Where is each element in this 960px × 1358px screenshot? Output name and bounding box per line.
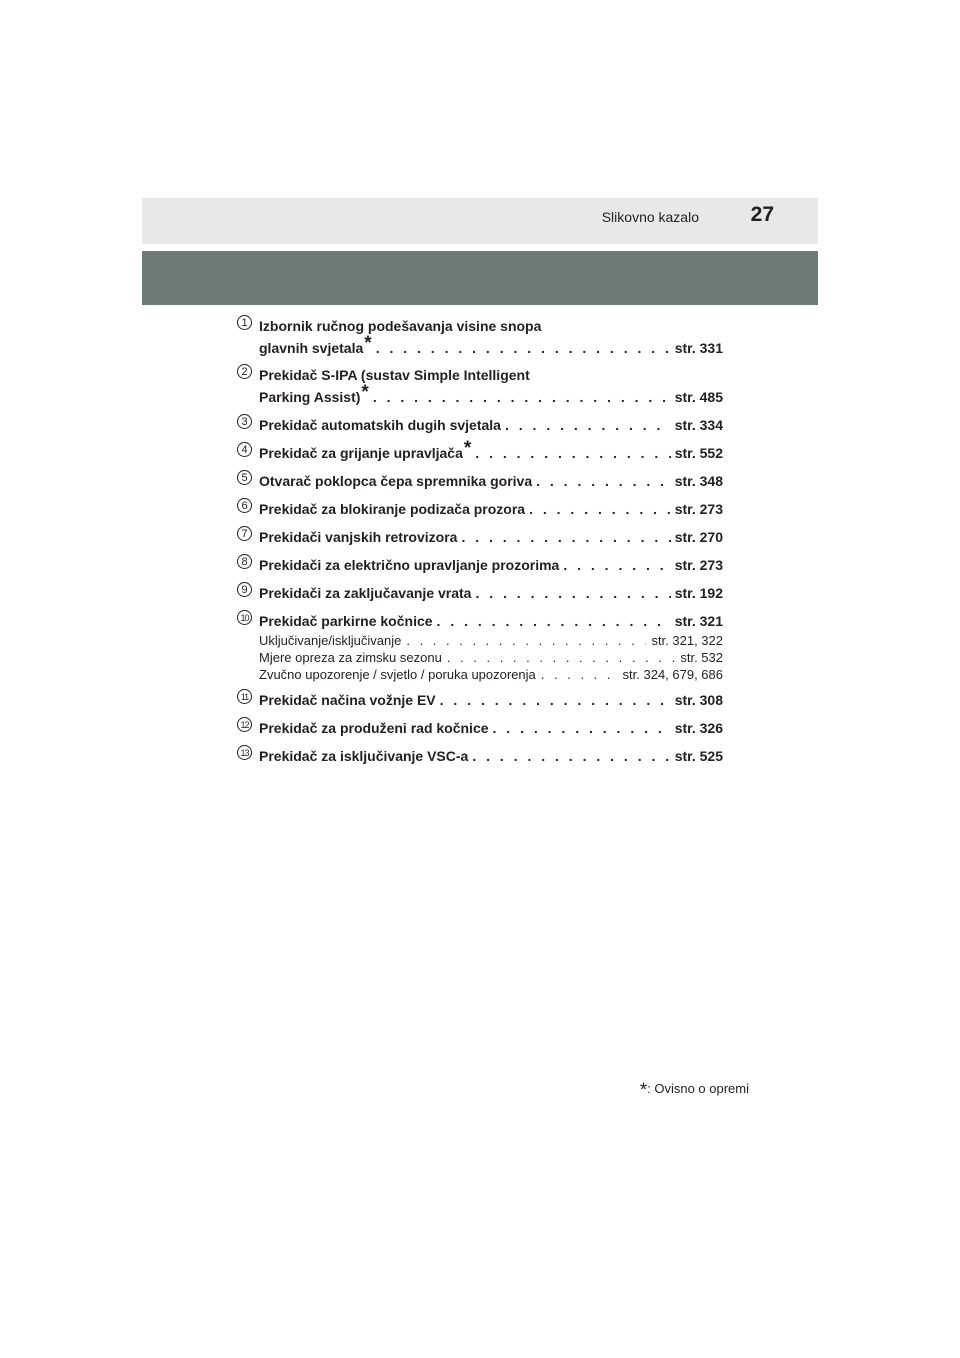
item-row xyxy=(259,498,723,520)
item-page-ref: str. 525 xyxy=(674,748,723,764)
item-label xyxy=(259,498,525,520)
section-title: Slikovno kazalo xyxy=(601,209,699,225)
header-band xyxy=(142,198,818,244)
item-number-badge: 11 xyxy=(237,689,252,704)
dot-leader xyxy=(437,610,671,632)
sub-item-page-ref: str. 324, 679, 686 xyxy=(622,667,723,682)
item-label xyxy=(259,717,489,739)
item-label-text: Prekidač za blokiranje podizača prozora xyxy=(259,501,526,517)
dot-leader xyxy=(505,414,671,436)
item-label xyxy=(259,438,472,464)
optional-equipment-star: * xyxy=(463,438,472,459)
item-page-ref: str. 270 xyxy=(674,529,723,545)
item-number-badge: 13 xyxy=(237,745,252,760)
item-label-text: Prekidači za električno upravljanje prozorima xyxy=(259,557,560,573)
dot-leader xyxy=(461,526,670,548)
sub-item-row xyxy=(259,632,723,649)
item-row xyxy=(259,333,723,359)
item-number-badge: 7 xyxy=(237,526,252,541)
item-label xyxy=(259,526,457,548)
item-label xyxy=(259,470,532,492)
item-label-text: Prekidač načina vožnje EV xyxy=(259,692,436,708)
item-row xyxy=(259,382,723,408)
index-item xyxy=(237,526,723,548)
index-item xyxy=(237,582,723,604)
item-label-text: Prekidač parkirne kočnice xyxy=(259,613,433,629)
item-row xyxy=(259,438,723,464)
sub-item-label: Zvučno upozorenje / svjetlo / poruka upozorenja xyxy=(259,667,536,682)
item-page-ref: str. 331 xyxy=(674,340,723,356)
sub-item-row xyxy=(259,666,723,683)
item-label xyxy=(259,414,501,436)
item-label-text: Prekidač za grijanje upravljača xyxy=(259,445,463,461)
section-banner xyxy=(142,251,818,305)
index-item xyxy=(237,745,723,767)
page-number: 27 xyxy=(750,203,774,226)
item-page-ref: str. 334 xyxy=(674,417,723,433)
item-row xyxy=(259,745,723,767)
dot-leader xyxy=(373,386,671,408)
item-number-badge: 3 xyxy=(237,414,252,429)
index-item xyxy=(237,610,723,683)
index-item xyxy=(237,717,723,739)
dot-leader xyxy=(536,470,671,492)
index-item xyxy=(237,414,723,436)
footnote-star: * xyxy=(639,1080,648,1101)
item-title-line: Prekidač S-IPA (sustav Simple Intelligent xyxy=(259,367,530,383)
sub-item-page-ref: str. 532 xyxy=(680,650,723,665)
item-label-text: Prekidač automatskih dugih svjetala xyxy=(259,417,501,433)
item-label-text: Parking Assist) xyxy=(259,389,361,405)
item-row xyxy=(259,717,723,739)
dot-leader xyxy=(475,442,670,464)
item-number-badge: 6 xyxy=(237,498,252,513)
item-label-text: Prekidač za isključivanje VSC-a xyxy=(259,748,469,764)
item-page-ref: str. 273 xyxy=(674,557,723,573)
sub-item-label: Uključivanje/isključivanje xyxy=(259,633,402,648)
footnote xyxy=(640,1077,749,1099)
dot-leader xyxy=(440,689,671,711)
dot-leader xyxy=(493,717,671,739)
item-label xyxy=(259,582,471,604)
item-title-line: Izbornik ručnog podešavanja visine snopa xyxy=(259,318,542,334)
optional-equipment-star: * xyxy=(364,333,372,354)
dot-leader xyxy=(447,649,676,666)
index-item xyxy=(237,364,723,408)
index-item xyxy=(237,689,723,711)
item-page-ref: str. 308 xyxy=(674,692,723,708)
dot-leader xyxy=(541,666,618,683)
index-item xyxy=(237,315,723,359)
item-number-badge: 10 xyxy=(237,610,252,625)
index-item xyxy=(237,554,723,576)
item-number-badge: 9 xyxy=(237,582,252,597)
optional-equipment-star: * xyxy=(361,382,369,403)
dot-leader xyxy=(529,498,671,520)
item-number-badge: 4 xyxy=(237,442,252,457)
item-row xyxy=(259,689,723,711)
item-row xyxy=(259,582,723,604)
item-number-badge: 2 xyxy=(237,364,252,379)
item-page-ref: str. 348 xyxy=(674,473,723,489)
dot-leader xyxy=(406,632,646,649)
item-label-text: Prekidači za zaključavanje vrata xyxy=(259,585,472,601)
item-number-badge: 12 xyxy=(237,717,252,732)
item-label-text: Prekidač za produženi rad kočnice xyxy=(259,720,489,736)
item-page-ref: str. 552 xyxy=(674,445,723,461)
dot-leader xyxy=(475,582,670,604)
item-row xyxy=(259,526,723,548)
item-page-ref: str. 485 xyxy=(674,389,723,405)
dot-leader xyxy=(472,745,670,767)
item-page-ref: str. 321 xyxy=(674,613,723,629)
item-page-ref: str. 192 xyxy=(674,585,723,601)
index-item xyxy=(237,470,723,492)
item-label xyxy=(259,610,433,632)
item-label xyxy=(259,333,372,359)
item-label xyxy=(259,382,369,408)
item-label xyxy=(259,554,559,576)
index-list xyxy=(237,316,723,773)
item-label-text: glavnih svjetala xyxy=(259,340,364,356)
sub-item-row xyxy=(259,649,723,666)
sub-item-label: Mjere opreza za zimsku sezonu xyxy=(259,650,442,665)
item-label-text: Otvarač poklopca čepa spremnika goriva xyxy=(259,473,533,489)
dot-leader xyxy=(563,554,670,576)
item-number-badge: 1 xyxy=(237,315,252,330)
item-number-badge: 5 xyxy=(237,470,252,485)
item-row xyxy=(259,554,723,576)
footnote-text: : Ovisno o opremi xyxy=(647,1081,749,1096)
sub-item-page-ref: str. 321, 322 xyxy=(651,633,723,648)
item-label xyxy=(259,745,468,767)
item-row xyxy=(259,470,723,492)
index-item xyxy=(237,438,723,464)
item-row xyxy=(259,610,723,632)
item-row xyxy=(259,414,723,436)
item-page-ref: str. 326 xyxy=(674,720,723,736)
item-page-ref: str. 273 xyxy=(674,501,723,517)
index-item xyxy=(237,498,723,520)
item-number-badge: 8 xyxy=(237,554,252,569)
dot-leader xyxy=(376,337,671,359)
item-label xyxy=(259,689,436,711)
item-label-text: Prekidači vanjskih retrovizora xyxy=(259,529,458,545)
